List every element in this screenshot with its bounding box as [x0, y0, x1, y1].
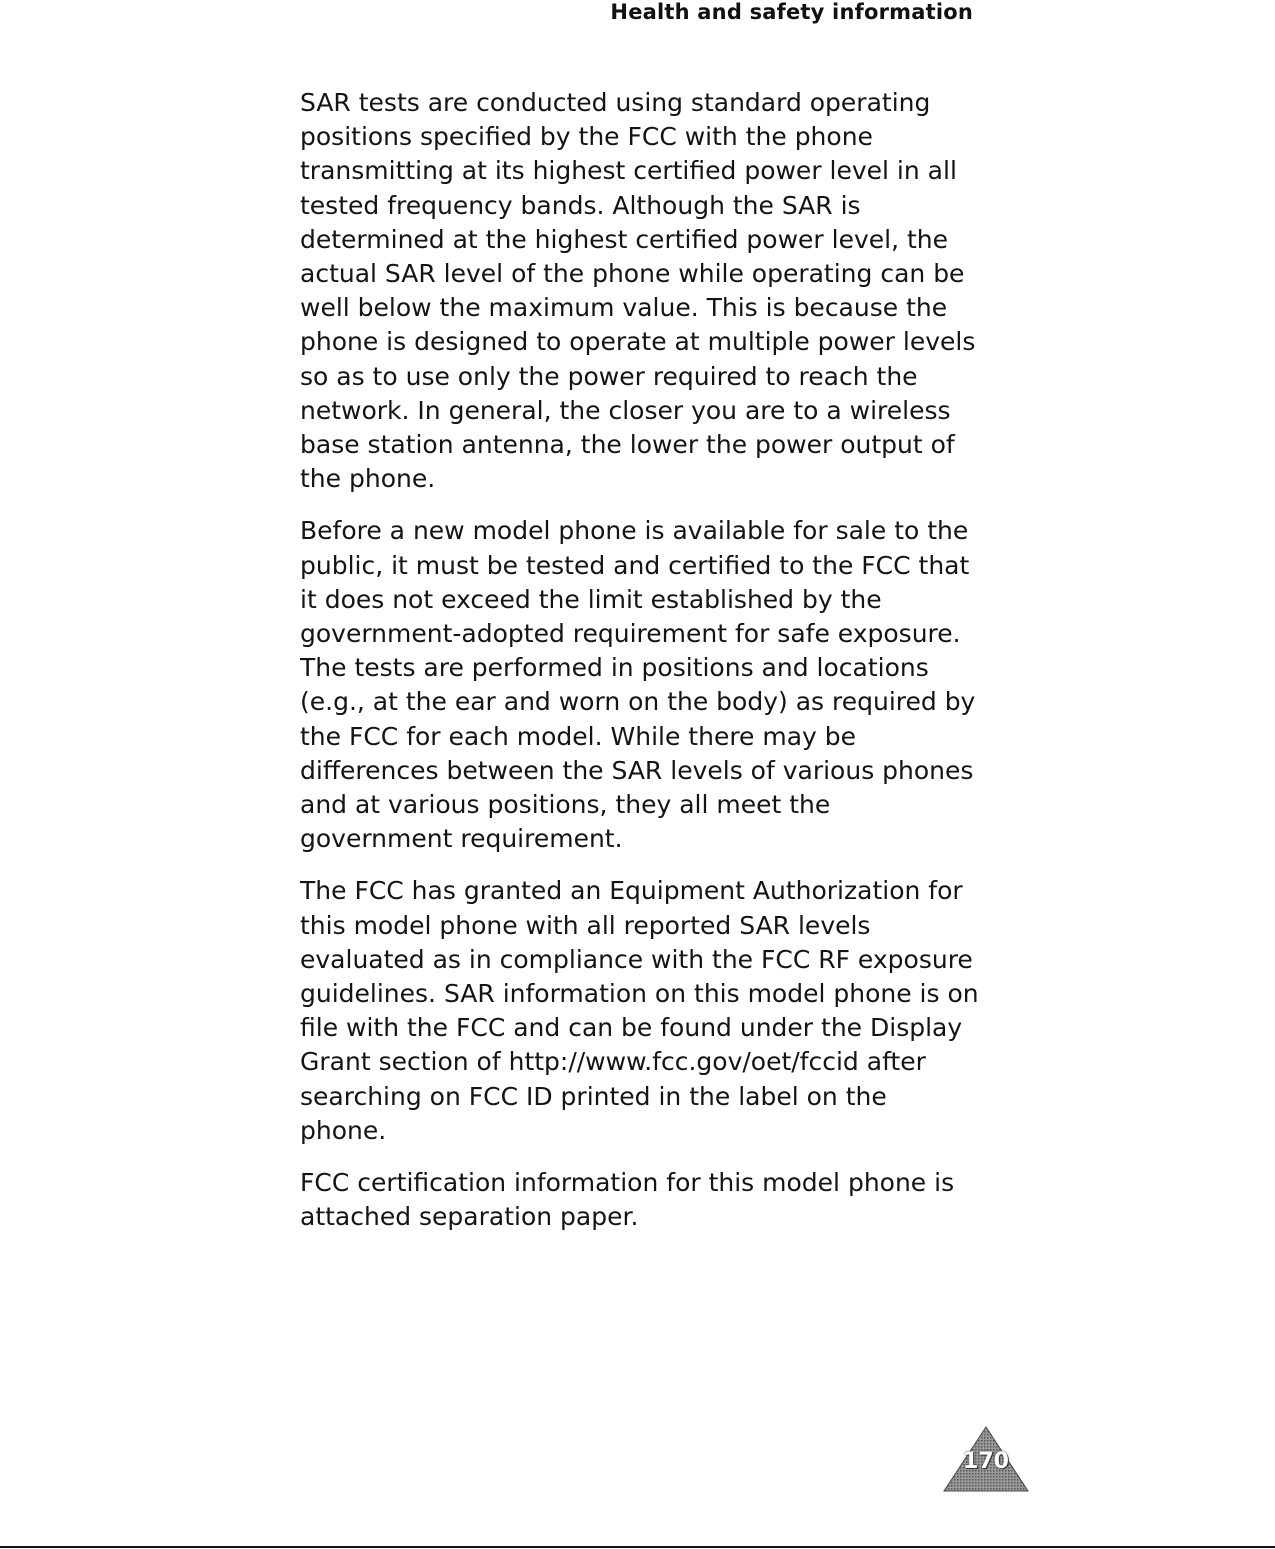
page-header-title: Health and safety information: [610, 0, 973, 24]
page-number-badge: [942, 1425, 1030, 1493]
paragraph-model-certification: Before a new model phone is available for sale to the public, it must be tested and certified to the FCC that it does not exceed the limit established by the government-adopted requirement for safe exposure. The tests are performed in positions and locations (e.g., at the ear and worn on the body) as required by the FCC for each model. While there may be differences between the SAR levels of various phones and at various positions, they all meet the government requirement.: [300, 516, 976, 854]
bottom-divider: [0, 1546, 1275, 1548]
paragraph-fcc-certification: FCC certification information for this model phone is attached separation paper.: [300, 1168, 955, 1232]
paragraph-sar-tests: SAR tests are conducted using standard operating positions specified by the FCC with the phone transmitting at its highest certified power level in all tested frequency bands. Although the SAR is determined at the highest certified power level, the actual SAR level of the phone while operating can be well below the maximum value. This is because the phone is designed to operate at multiple power levels so as to use only the power required to reach the network. In general, the closer you are to a wireless base station antenna, the lower the power output of the phone.: [300, 88, 976, 494]
page-number: 170: [963, 1449, 1009, 1474]
document-body: [300, 86, 980, 1253]
paragraph-equipment-authorization: The FCC has granted an Equipment Authorization for this model phone with all reported SAR levels evaluated as in compliance with the FCC RF exposure guidelines. SAR information on this model phone is on file with the FCC and can be found under the Display Grant section of http://www.fcc.gov/oet/fccid after searching on FCC ID printed in the label on the phone.: [300, 876, 979, 1145]
